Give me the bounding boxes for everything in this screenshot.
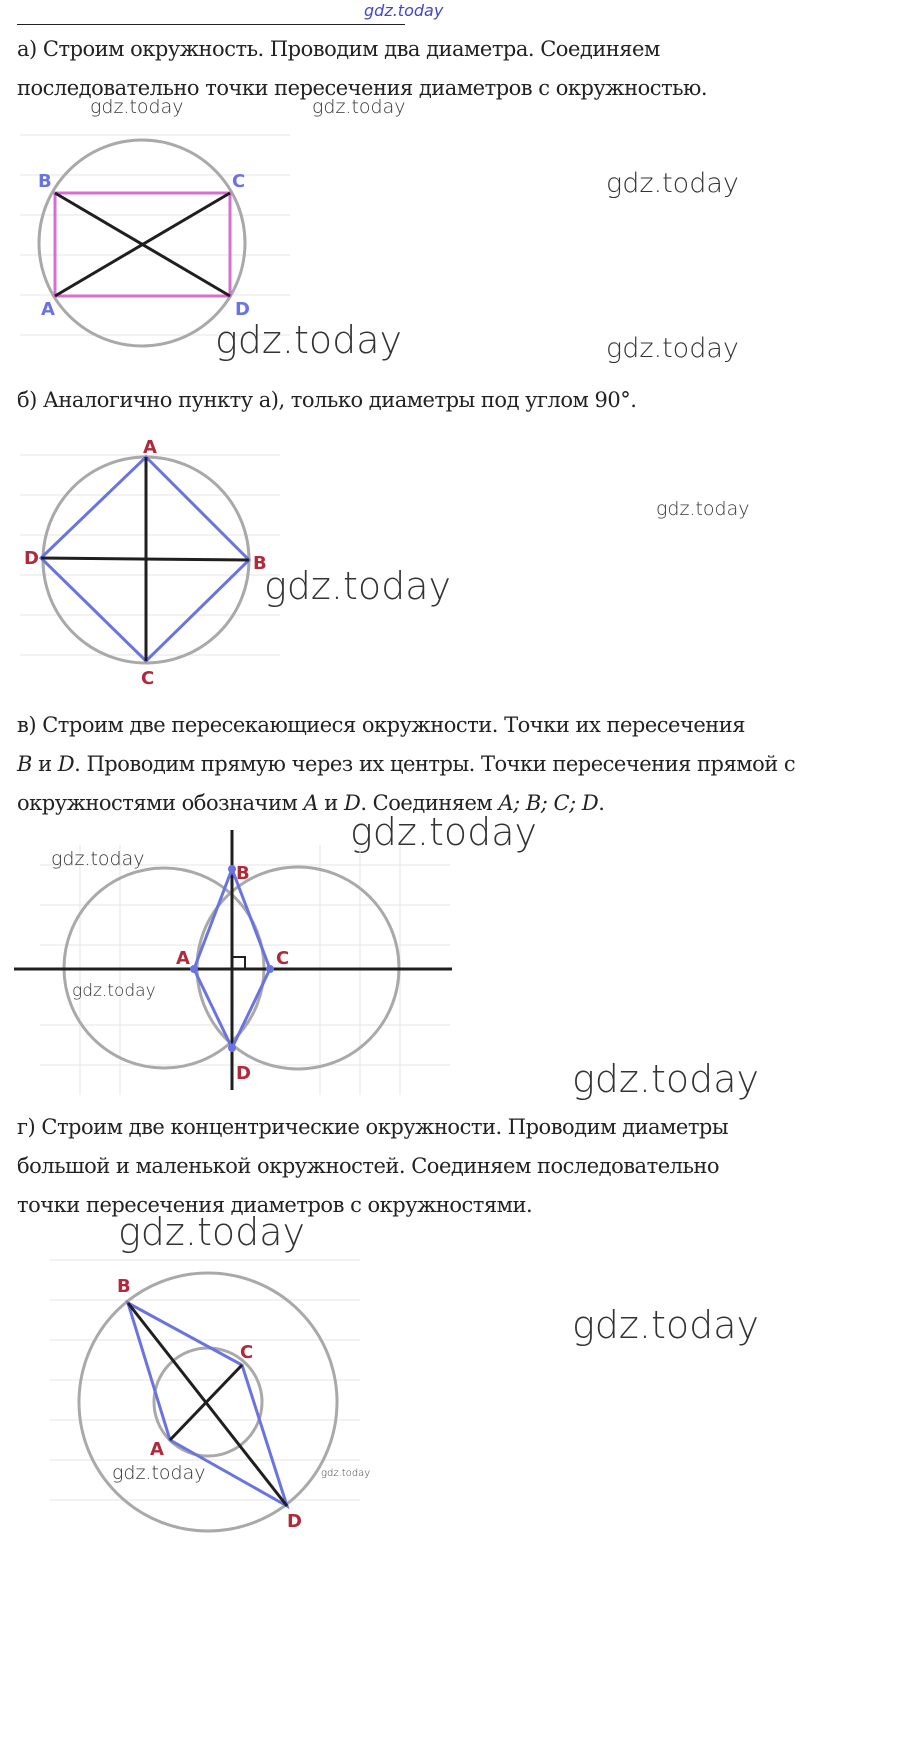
watermark: gdz.today (321, 1468, 371, 1479)
watermark: gdz.today (656, 498, 750, 520)
watermark: gdz.today (312, 96, 406, 118)
point-c (266, 965, 274, 973)
label-a: A (143, 437, 157, 458)
watermark: gdz.today (572, 1303, 759, 1347)
label-d: D (24, 548, 39, 569)
watermark: gdz.today (350, 810, 537, 854)
background-grid (20, 455, 280, 655)
top-rule (17, 24, 405, 25)
diameter-db (41, 558, 249, 560)
label-d: D (236, 1063, 251, 1084)
watermark: gdz.today (264, 564, 451, 608)
watermark: gdz.today (606, 168, 739, 199)
watermark: gdz.today (572, 1057, 759, 1101)
point-a (190, 965, 198, 973)
watermark: gdz.today (72, 981, 156, 1001)
label-a: A (176, 948, 190, 969)
label-d: D (287, 1511, 302, 1532)
label-c: C (276, 948, 290, 969)
label-b: B (236, 863, 250, 884)
label-c: C (232, 171, 246, 192)
point-b (228, 865, 236, 873)
label-c: C (240, 1342, 254, 1363)
label-b: B (38, 171, 52, 192)
paragraph-b-line1: б) Аналогично пункту а), только диаметры под углом 90°. (17, 388, 637, 412)
right-angle-mark (232, 957, 245, 969)
paragraph-a-line2: последовательно точки пересечения диаметров с окружностью. (17, 76, 708, 100)
paragraph-v-line2: B и D. Проводим прямую через их центры. Точки пересечения прямой с (17, 752, 796, 776)
watermark: gdz.today (51, 848, 145, 870)
figure-g (0, 1250, 380, 1540)
watermark: gdz.today (118, 1210, 305, 1254)
paragraph-g-line3: точки пересечения диаметров с окружностями. (17, 1193, 533, 1217)
paragraph-a-line1: а) Строим окружность. Проводим два диаметра. Соединяем (17, 37, 660, 61)
label-d: D (235, 299, 250, 320)
watermark: gdz.today (215, 318, 402, 362)
label-b: B (253, 553, 267, 574)
label-a: A (41, 299, 55, 320)
watermark: gdz.today (112, 1462, 206, 1484)
point-d (228, 1044, 236, 1052)
watermark: gdz.today (364, 1, 444, 20)
paragraph-g-line1: г) Строим две концентрические окружности. Проводим диаметры (17, 1115, 729, 1139)
label-a: A (150, 1439, 164, 1460)
paragraph-v-line3: окружностями обозначим A и D. Соединяем A; B; C; D. (17, 791, 605, 815)
paragraph-g-line2: большой и маленькой окружностей. Соединяем последовательно (17, 1154, 720, 1178)
label-c: C (141, 668, 155, 689)
diameter-small (170, 1365, 242, 1440)
label-b: B (117, 1276, 131, 1297)
figure-b (0, 430, 300, 695)
watermark: gdz.today (606, 333, 739, 364)
watermark: gdz.today (90, 96, 184, 118)
paragraph-v-line1: в) Строим две пересекающиеся окружности. Точки их пересечения (17, 713, 746, 737)
